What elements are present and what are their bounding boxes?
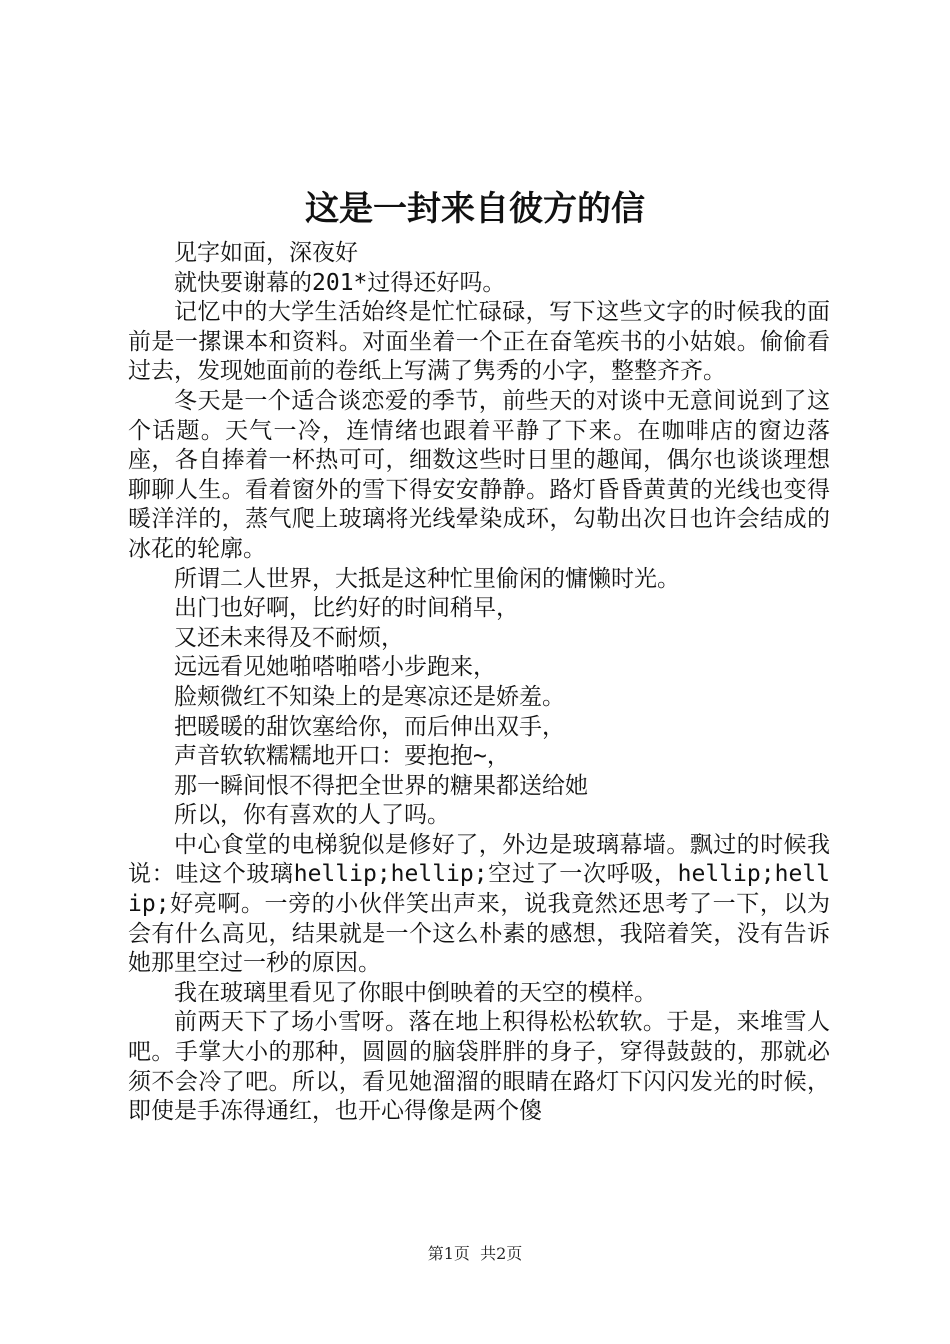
paragraph: 那一瞬间恨不得把全世界的糖果都送给她 [174,772,588,799]
document-body [128,239,830,1127]
paragraph: 就快要谢幕的201*过得还好吗。 [174,269,506,296]
paragraph: 中心食堂的电梯貌似是修好了，外边是玻璃幕墙。飘过的时候我说：哇这个玻璃hellip;hellip;空过了一次呼吸，hellip;hellip;好亮啊。一旁的小伙伴笑出声来，说我竟然还思考了一下，以为会有什么高见，结果就是一个这么朴素的感想，我陪着笑，没有告诉她那里空过一秒的原因。 [128,831,830,977]
page-footer [0,1243,950,1265]
paragraph: 我在玻璃里看见了你眼中倒映着的天空的模样。 [174,979,657,1006]
paragraph: 冬天是一个适合谈恋爱的季节，前些天的对谈中无意间说到了这个话题。天气一冷，连情绪也跟着平静了下来。在咖啡店的窗边落座，各自捧着一杯热可可，细数这些时日里的趣闻，偶尔也谈谈理想聊聊人生。看着窗外的雪下得安安静静。路灯昏昏黄黄的光线也变得暖洋洋的，蒸气爬上玻璃将光线晕染成环，勾勒出次日也许会结成的冰花的轮廓。 [128,387,830,562]
paragraph: 见字如面，深夜好 [174,240,358,266]
paragraph: 把暖暖的甜饮塞给你，而后伸出双手， [174,713,565,740]
paragraph: 前两天下了场小雪呀。落在地上积得松松软软。于是，来堆雪人吧。手掌大小的那种，圆圆的脑袋胖胖的身子，穿得鼓鼓的，那就必须不会冷了吧。所以，看见她溜溜的眼睛在路灯下闪闪发光的时候，即使是手冻得通红，也开心得像是两个傻 [128,1009,830,1125]
page-number-current: 第1页 [427,1244,470,1263]
paragraph: 脸颊微红不知染上的是寒凉还是娇羞。 [174,683,565,710]
paragraph: 又还未来得及不耐烦， [174,624,404,651]
paragraph: 记忆中的大学生活始终是忙忙碌碌，写下这些文字的时候我的面前是一摞课本和资料。对面坐着一个正在奋笔疾书的小姑娘。偷偷看过去，发现她面前的卷纸上写满了隽秀的小字，整整齐齐。 [128,299,830,385]
document-title: 这是一封来自彼方的信 [305,189,645,229]
paragraph: 远远看见她啪嗒啪嗒小步跑来， [174,654,496,681]
paragraph: 出门也好啊，比约好的时间稍早， [174,595,519,622]
footer-spacer [470,1244,480,1263]
paragraph: 声音软软糯糯地开口：要抱抱~， [174,743,510,770]
paragraph: 所以，你有喜欢的人了吗。 [174,802,450,829]
page-number-total: 共2页 [480,1244,523,1263]
paragraph: 所谓二人世界，大抵是这种忙里偷闲的慵懒时光。 [174,565,680,592]
